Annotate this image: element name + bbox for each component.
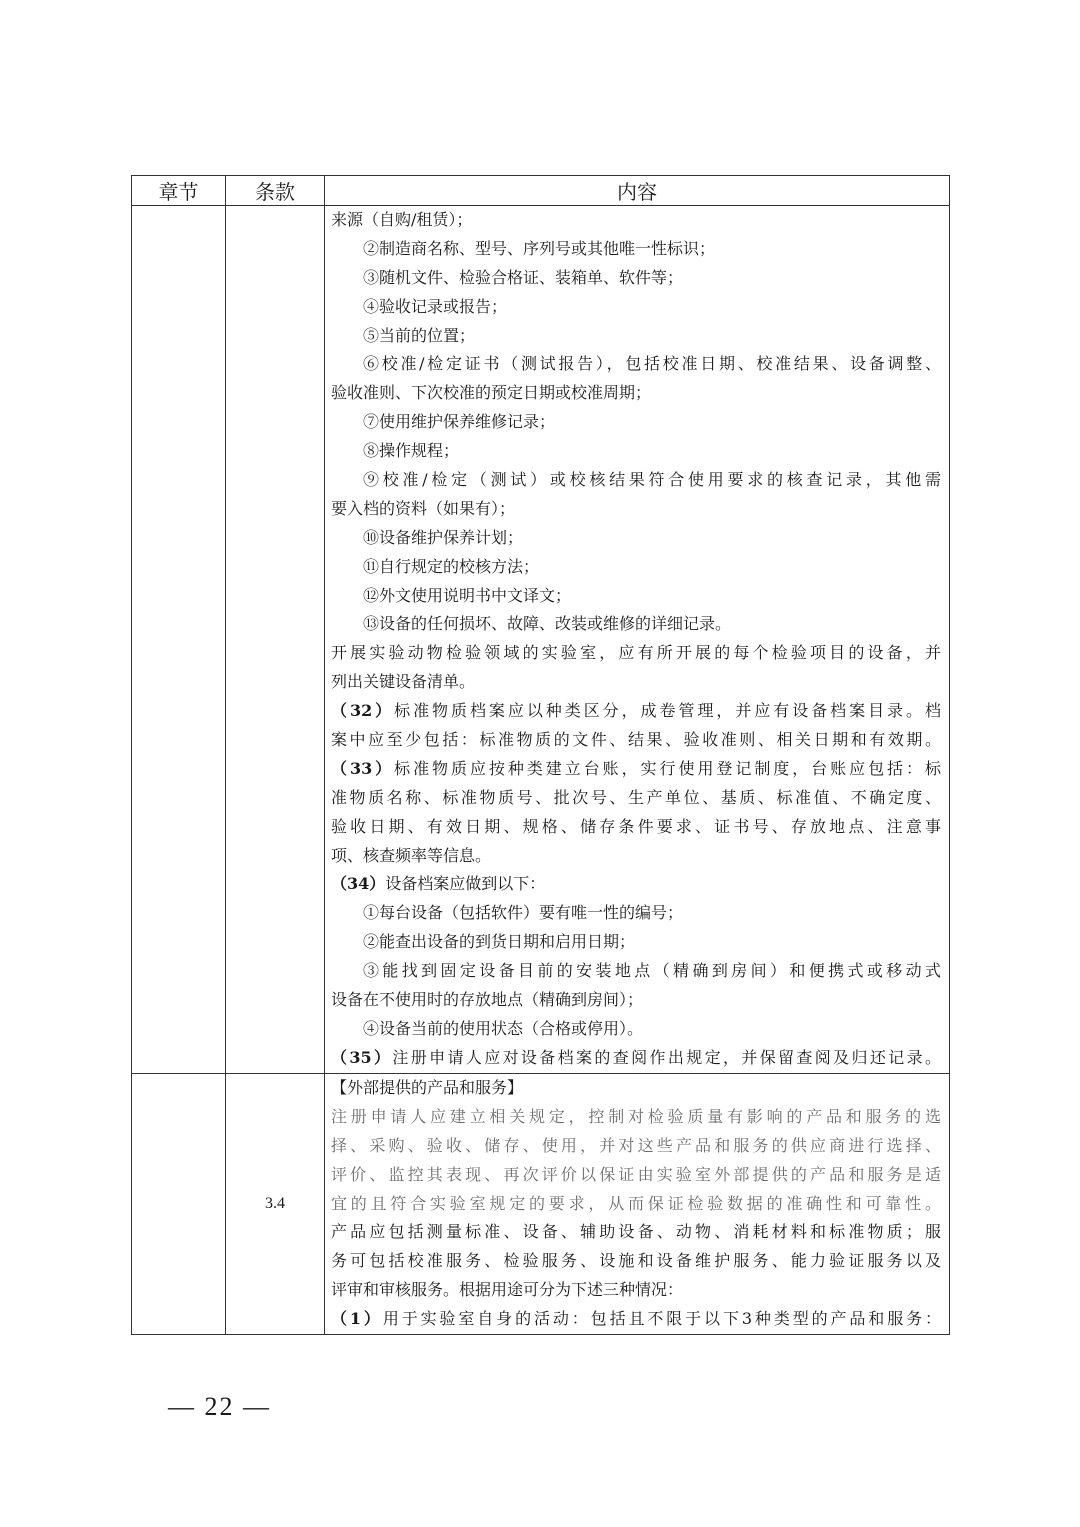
content-line — [331, 1015, 941, 1044]
line-text: 验收准则、下次校准的预定日期或校准周期； — [331, 383, 652, 403]
clause-cell: 3.4 — [226, 1074, 325, 1335]
content-line — [331, 986, 941, 1015]
content-line — [331, 813, 941, 842]
content-line — [331, 495, 941, 524]
line-text: 标准物质档案应以种类区分，成卷管理，并应有设备档案目录。档 — [394, 701, 941, 721]
content-line — [331, 437, 941, 466]
item-number: （35） — [331, 1047, 393, 1067]
content-line — [331, 1161, 941, 1190]
item-number: （32） — [331, 701, 395, 721]
table-row — [132, 206, 950, 1074]
line-text: 要入档的资料（如果有）； — [331, 498, 516, 518]
line-text: 宜的且符合实验室规定的要求，从而保证检验数据的准确性和可靠性。 — [331, 1193, 941, 1213]
item-number: （1） — [331, 1309, 383, 1329]
content-line — [331, 1190, 941, 1219]
line-text: 注册申请人应对设备档案的查阅作出规定，并保留查阅及归还记录。 — [392, 1047, 941, 1067]
header-chapter: 章节 — [132, 176, 226, 206]
chapter-cell — [132, 206, 226, 1074]
content-line — [331, 639, 941, 668]
content-line — [331, 293, 941, 322]
requirements-table — [131, 175, 950, 1335]
line-text: 验收日期、有效日期、规格、储存条件要求、证书号、存放地点、注意事 — [331, 816, 941, 836]
content-line — [331, 899, 941, 928]
line-text: ⑪自行规定的校核方法； — [363, 556, 540, 576]
line-text: 准物质名称、标准物质号、批次号、生产单位、基质、标准值、不确定度、 — [331, 787, 941, 807]
page-number: — 22 — — [168, 1392, 271, 1421]
item-number: （33） — [331, 758, 395, 778]
content-cell — [325, 1074, 950, 1335]
chapter-cell — [132, 1074, 226, 1335]
clause-cell — [226, 206, 325, 1074]
line-text: ②能查出设备的到货日期和启用日期； — [363, 932, 636, 952]
line-text: ⑤当前的位置； — [363, 325, 476, 345]
content-line — [331, 784, 941, 813]
line-text: 列出关键设备清单。 — [331, 672, 476, 692]
content-line — [331, 264, 941, 293]
header-content: 内容 — [325, 176, 950, 206]
line-text: 设备档案应做到以下： — [385, 874, 546, 894]
line-text: 用于实验室自身的活动：包括且不限于以下3种类型的产品和服务： — [382, 1309, 941, 1329]
content-line — [331, 1276, 941, 1305]
line-text: 评审和审核服务。根据用途可分为下述三种情况： — [331, 1280, 684, 1300]
line-text: 择、采购、验收、储存、使用，并对这些产品和服务的供应商进行选择、 — [331, 1135, 941, 1155]
content-cell — [325, 206, 950, 1074]
content-line — [331, 1074, 941, 1103]
content-line — [331, 928, 941, 957]
table-row — [132, 1074, 950, 1335]
line-text: 产品应包括测量标准、设备、辅助设备、动物、消耗材料和标准物质；服 — [331, 1222, 941, 1242]
line-text: ③能找到固定设备目前的安装地点（精确到房间）和便携式或移动式 — [363, 961, 941, 981]
content-line — [331, 466, 941, 495]
content-line — [331, 1247, 941, 1276]
line-text: ⑫外文使用说明书中文译文； — [363, 585, 572, 605]
line-text: 注册申请人应建立相关规定，控制对检验质量有影响的产品和服务的选 — [331, 1106, 941, 1126]
line-text: ②制造商名称、型号、序列号或其他唯一性标识； — [363, 238, 716, 258]
content-line — [331, 322, 941, 351]
line-text: ⑦使用维护保养维修记录； — [363, 412, 556, 432]
content-line — [331, 582, 941, 611]
content-line — [331, 697, 941, 726]
line-text: 项、核查频率等信息。 — [331, 845, 492, 865]
line-text: ⑧操作规程； — [363, 441, 460, 461]
line-text: 标准物质应按种类建立台账，实行使用登记制度，台账应包括：标 — [394, 758, 941, 778]
line-text: ④设备当前的使用状态（合格或停用）。 — [363, 1018, 644, 1038]
content-line — [331, 235, 941, 264]
line-text: 评价、监控其表现、再次评价以保证由实验室外部提供的产品和服务是适 — [331, 1164, 941, 1184]
content-line — [331, 1132, 941, 1161]
content-lines — [331, 206, 941, 1073]
line-text: 开展实验动物检验领域的实验室，应有所开展的每个检验项目的设备，并 — [331, 643, 941, 663]
line-text: 来源（自购/租赁）； — [331, 210, 473, 229]
line-text: ⑨校准/检定（测试）或校核结果符合使用要求的核查记录，其他需 — [363, 470, 941, 490]
table-header-row — [132, 176, 950, 206]
line-text: ⑬设备的任何损坏、故障、改装或维修的详细记录。 — [363, 614, 732, 634]
content-line — [331, 1305, 941, 1334]
line-text: ③随机文件、检验合格证、装箱单、软件等； — [363, 267, 684, 287]
line-text: 务可包括校准服务、检验服务、设施和设备维护服务、能力验证服务以及 — [331, 1251, 941, 1271]
line-text: 案中应至少包括：标准物质的文件、结果、验收准则、相关日期和有效期。 — [331, 730, 941, 750]
content-line — [331, 1044, 941, 1073]
content-line — [331, 553, 941, 582]
content-line — [331, 1103, 941, 1132]
content-line — [331, 668, 941, 697]
line-text: 【外部提供的产品和服务】 — [331, 1078, 524, 1097]
content-line — [331, 870, 941, 899]
content-line — [331, 755, 941, 784]
content-line — [331, 726, 941, 755]
content-line — [331, 206, 941, 235]
line-text: ⑩设备维护保养计划； — [363, 527, 524, 547]
line-text: ④验收记录或报告； — [363, 296, 508, 316]
content-line — [331, 610, 941, 639]
line-text: 设备在不使用时的存放地点（精确到房间）； — [331, 990, 644, 1010]
content-line — [331, 379, 941, 408]
content-line — [331, 408, 941, 437]
content-line — [331, 957, 941, 986]
content-line — [331, 350, 941, 379]
item-number: （34） — [331, 874, 386, 894]
content-line — [331, 842, 941, 871]
header-clause: 条款 — [226, 176, 325, 206]
content-line — [331, 1218, 941, 1247]
line-text: ①每台设备（包括软件）要有唯一性的编号； — [363, 903, 684, 923]
line-text: ⑥校准/检定证书（测试报告），包括校准日期、校准结果、设备调整、 — [363, 354, 941, 374]
content-lines — [331, 1074, 941, 1334]
content-line — [331, 524, 941, 553]
